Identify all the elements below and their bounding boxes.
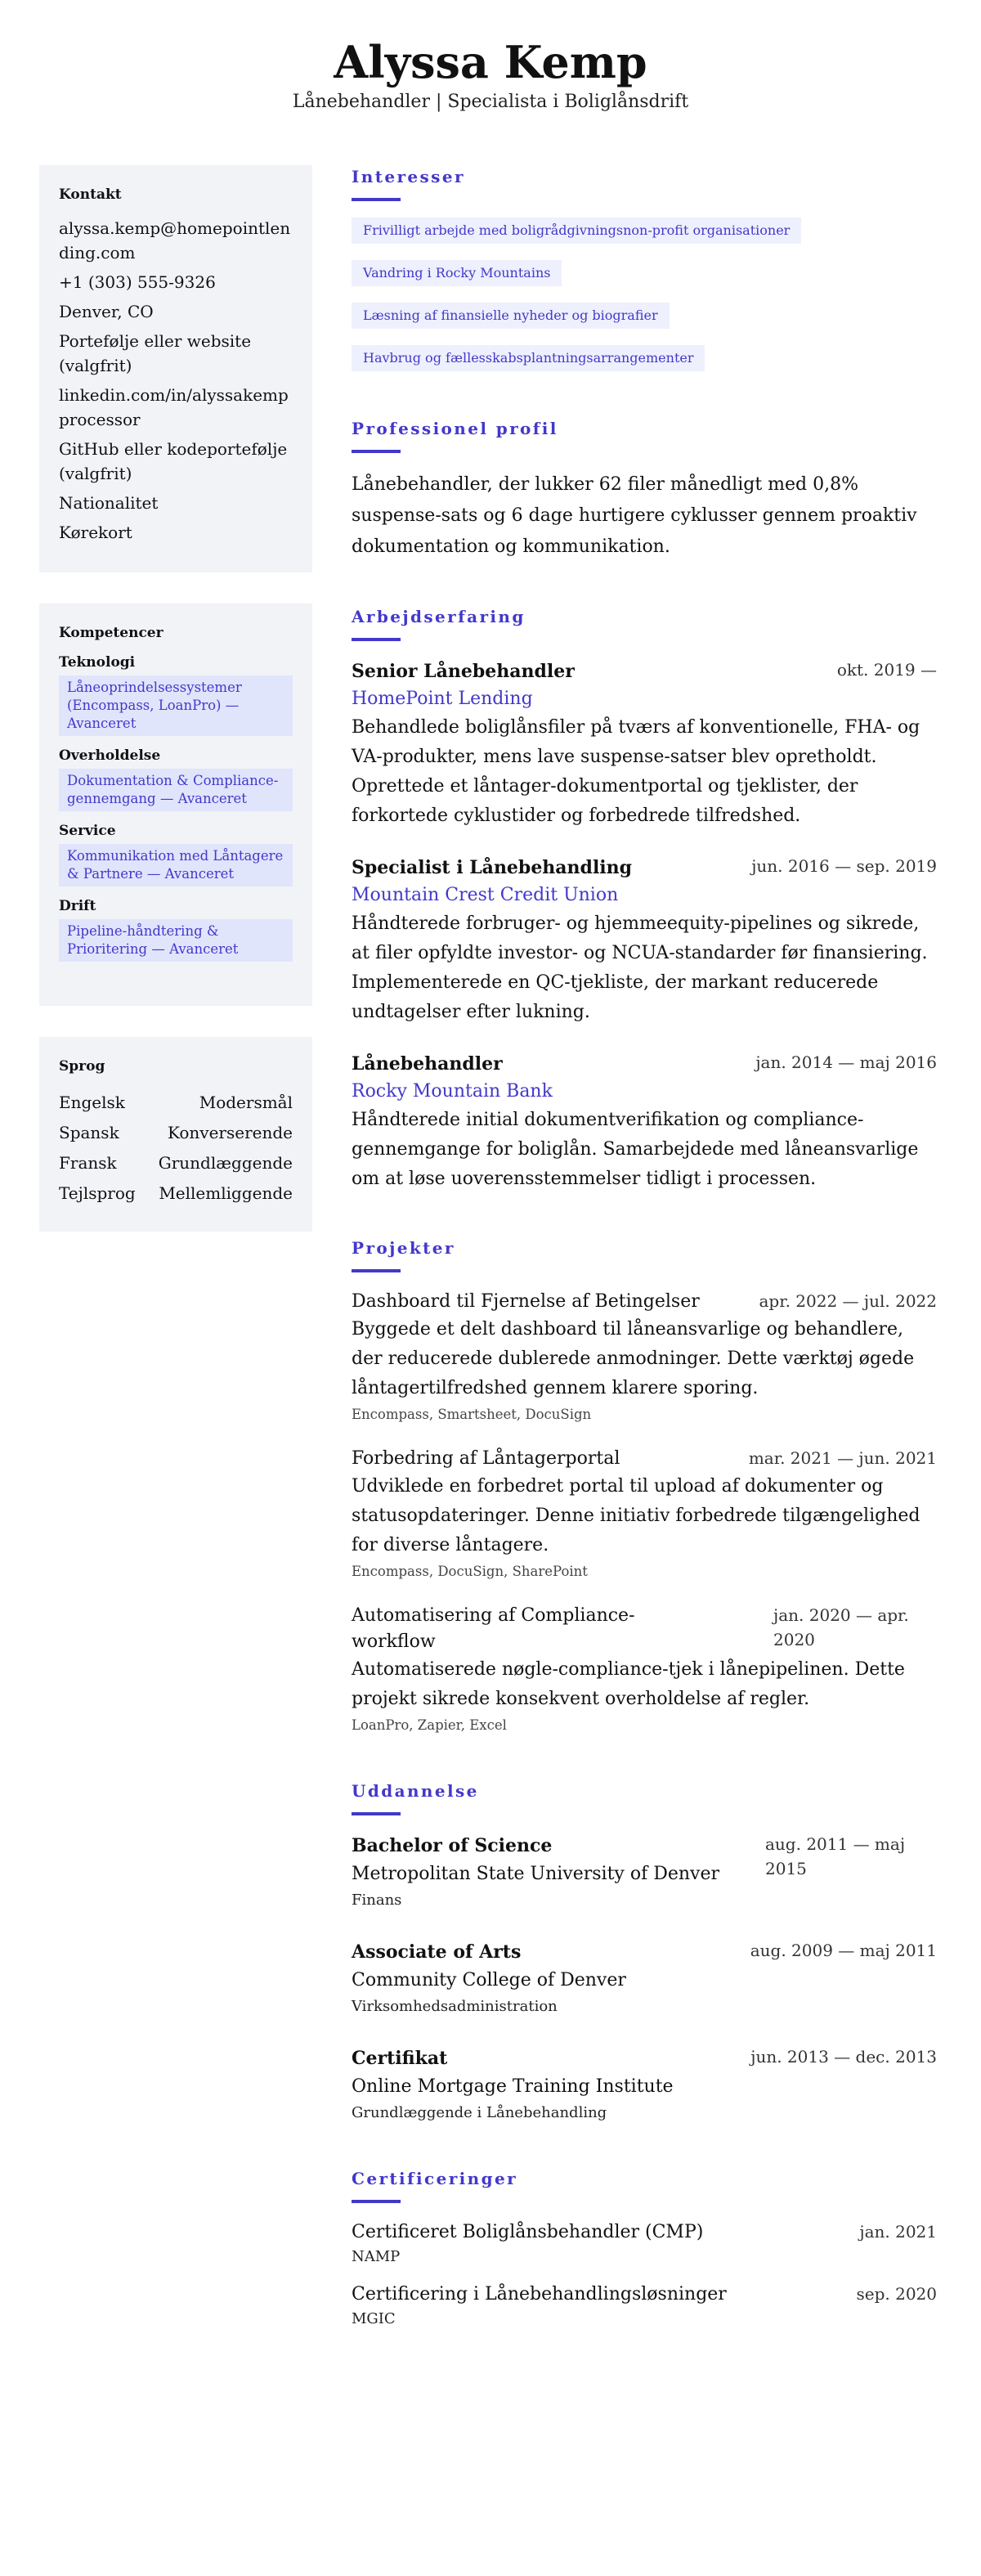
interest-tag: Læsning af finansielle nyheder og biografier [352, 303, 670, 329]
project-dates: apr. 2022 — jul. 2022 [759, 1291, 937, 1311]
language-row [59, 1088, 293, 1118]
interest-tag: Frivilligt arbejde med boligrådgivningsnon-profit organisationer [352, 218, 801, 244]
certifications-section [352, 2167, 937, 2331]
contact-box [39, 165, 312, 572]
education-dates: aug. 2011 — maj 2015 [765, 1834, 906, 1878]
degree: Bachelor of Science [352, 1835, 553, 1856]
language-name: Spansk [59, 1123, 119, 1142]
section-heading: Arbejdserfaring [352, 607, 526, 626]
section-heading: Interesser [352, 167, 465, 186]
profile-text: Lånebehandler, der lukker 62 filer månedligt med 0,8% suspense-sats og 6 dage hurtigere cyklusser gennem proaktiv dokumentation og kommunikation. [352, 474, 917, 557]
interests-section [352, 165, 937, 388]
job-title: Lånebehandler [352, 1053, 503, 1075]
heading-underline [352, 450, 401, 453]
language-level: Grundlæggende [158, 1153, 293, 1173]
skill-category: Drift [59, 898, 96, 914]
section-heading: Professionel profil [352, 419, 558, 438]
project-description: Udviklede en forbedret portal til upload af dokumenter og statusopdateringer. Denne initiativ forbedrede tilgængelighed for diverse låntagere. [352, 1476, 921, 1555]
skills-title: Kompetencer [59, 625, 164, 641]
resume-header [0, 0, 981, 116]
field-of-study: Finans [352, 1892, 402, 1909]
education-section [352, 1779, 937, 2125]
job-description: Håndterede forbruger- og hjemmeequity-pipelines og sikrede, at filer opfyldte investor- og NCUA-standarder før finansiering. Implementerede en QC-tjekliste, der markant reducerede undtagelser efter lukning. [352, 913, 928, 1022]
job-title: Specialist i Lånebehandling [352, 857, 633, 878]
languages-box [39, 1037, 312, 1232]
job-description: Håndterede initial dokumentverifikation og compliance-gennemgange for boliglån. Samarbejdede med låneansvarlige om at løse uoverensstemmelser tidligt i processen. [352, 1110, 919, 1189]
job-title: Senior Lånebehandler [352, 661, 575, 682]
degree: Associate of Arts [352, 1941, 522, 1963]
heading-underline [352, 1812, 401, 1815]
education-dates: jun. 2013 — dec. 2013 [750, 2047, 937, 2067]
job-entry [352, 1050, 937, 1194]
job-company: HomePoint Lending [352, 689, 533, 709]
section-heading: Projekter [352, 1238, 455, 1258]
contact-title: Kontakt [59, 186, 122, 203]
field-of-study: Grundlæggende i Lånebehandling [352, 2104, 607, 2121]
certification-entry [352, 2219, 937, 2269]
job-company: Rocky Mountain Bank [352, 1081, 553, 1102]
job-dates: jun. 2016 — sep. 2019 [751, 856, 937, 876]
contact-email[interactable]: alyssa.kemp@homepointlending.com [59, 218, 291, 263]
project-dates: jan. 2020 — apr. 2020 [773, 1605, 909, 1649]
job-description: Behandlede boliglånsfiler på tværs af konventionelle, FHA- og VA-produkter, mens lave suspense-satser blev opretholdt. Oprettede et låntager-dokumentportal og tjeklister, der forkortede cyklustider og forbedrede tilfredshed. [352, 717, 921, 826]
job-dates: jan. 2014 — maj 2016 [755, 1052, 937, 1072]
certification-entry [352, 2282, 937, 2331]
skill-chip: Låneoprindelsessystemer (Encompass, LoanPro) — Avanceret [59, 675, 293, 736]
skills-box [39, 604, 312, 1006]
contact-license: Kørekort [59, 523, 132, 542]
project-title: Dashboard til Fjernelse af Betingelser [352, 1291, 700, 1312]
job-entry [352, 657, 937, 831]
project-description: Automatiserede nøgle-compliance-tjek i lånepipelinen. Dette projekt sikrede konsekvent overholdelse af regler. [352, 1659, 905, 1709]
job-entry [352, 854, 937, 1027]
contact-phone: +1 (303) 555-9326 [59, 272, 216, 292]
skill-chip: Kommunikation med Låntagere & Partnere — Avanceret [59, 844, 293, 886]
project-entry [352, 1446, 937, 1583]
interest-tag: Havbrug og fællesskabsplantningsarrangementer [352, 345, 705, 371]
candidate-subtitle: Lånebehandler | Specialista i Boliglånsdrift [292, 92, 689, 112]
contact-portfolio: Portefølje eller website (valgfrit) [59, 331, 252, 375]
project-title: Forbedring af Låntagerportal [352, 1448, 620, 1469]
languages-title: Sprog [59, 1058, 105, 1075]
language-level: Mellemliggende [159, 1183, 293, 1203]
project-dates: mar. 2021 — jun. 2021 [748, 1448, 937, 1468]
degree: Certifikat [352, 2048, 448, 2069]
project-tech: LoanPro, Zapier, Excel [352, 1717, 507, 1733]
language-row [59, 1118, 293, 1148]
certification-name: Certificering i Lånebehandlingsløsninger [352, 2284, 727, 2304]
project-tech: Encompass, DocuSign, SharePoint [352, 1564, 588, 1579]
skill-chip: Pipeline-håndtering & Prioritering — Avanceret [59, 919, 293, 962]
language-name: Tejlsprog [59, 1183, 136, 1203]
job-dates: okt. 2019 — [836, 660, 937, 680]
section-heading: Uddannelse [352, 1781, 479, 1801]
project-entry [352, 1603, 937, 1737]
language-level: Modersmål [199, 1093, 293, 1112]
project-description: Byggede et delt dashboard til låneansvarlige og behandlere, der reducerede dublerede anmodninger. Dette værktøj øgede låntagertilfredshed gennem klarere sporing. [352, 1319, 915, 1398]
contact-location: Denver, CO [59, 302, 154, 321]
language-row [59, 1148, 293, 1178]
skill-chip: Dokumentation & Compliance-gennemgang — Avanceret [59, 769, 293, 811]
main-content [352, 165, 937, 2373]
project-entry [352, 1289, 937, 1426]
heading-underline [352, 2200, 401, 2203]
heading-underline [352, 198, 401, 201]
certification-issuer: NAMP [352, 2248, 401, 2265]
project-title: Automatisering af Compliance-workflow [352, 1605, 635, 1652]
section-heading: Certificeringer [352, 2169, 518, 2188]
field-of-study: Virksomhedsadministration [352, 1998, 558, 2015]
skill-category: Service [59, 823, 116, 839]
language-level: Konverserende [167, 1123, 293, 1142]
heading-underline [352, 1269, 401, 1272]
experience-section [352, 605, 937, 1194]
sidebar [39, 165, 312, 2373]
school: Metropolitan State University of Denver [352, 1864, 720, 1884]
interest-tag: Vandring i Rocky Mountains [352, 260, 562, 286]
job-company: Mountain Crest Credit Union [352, 885, 619, 905]
candidate-name: Alyssa Kemp [334, 36, 647, 88]
education-entry [352, 1938, 937, 2018]
certification-issuer: MGIC [352, 2310, 396, 2327]
school: Online Mortgage Training Institute [352, 2076, 674, 2097]
heading-underline [352, 638, 401, 641]
school: Community College of Denver [352, 1970, 626, 1990]
language-name: Fransk [59, 1153, 117, 1173]
contact-linkedin[interactable]: linkedin.com/in/alyssakempprocessor [59, 385, 289, 429]
certification-date: sep. 2020 [856, 2284, 937, 2304]
education-dates: aug. 2009 — maj 2011 [750, 1941, 937, 1960]
project-tech: Encompass, Smartsheet, DocuSign [352, 1407, 592, 1422]
profile-section [352, 417, 937, 563]
certification-name: Certificeret Boliglånsbehandler (CMP) [352, 2222, 704, 2242]
certification-date: jan. 2021 [859, 2222, 937, 2242]
projects-section [352, 1236, 937, 1737]
language-name: Engelsk [59, 1093, 125, 1112]
language-row [59, 1178, 293, 1209]
skill-category: Overholdelse [59, 747, 161, 764]
contact-github: GitHub eller kodeportefølje (valgfrit) [59, 439, 288, 483]
education-entry [352, 2044, 937, 2125]
skill-category: Teknologi [59, 654, 136, 671]
contact-nationality: Nationalitet [59, 493, 159, 513]
education-entry [352, 1832, 937, 1912]
